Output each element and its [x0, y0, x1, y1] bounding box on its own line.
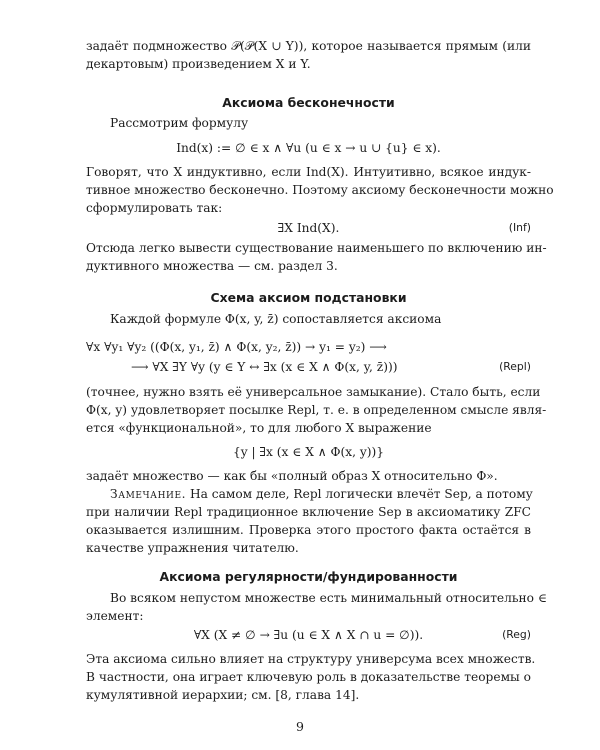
formula-ind: Ind(x) := ∅ ∈ x ∧ ∀u (u ∈ x → u ∪ {u} ∈ x).: [176, 141, 441, 155]
text-line: качестве упражнения читателю.: [86, 541, 299, 555]
text-line: кумулятивной иерархии; см. [8, глава 14].: [86, 688, 360, 702]
formula-repl-line1: ∀x ∀y₁ ∀y₂ ((Φ(x, y₁, z̄) ∧ Φ(x, y₂, z̄)) → y₁ = y₂) ⟶: [86, 340, 387, 354]
page-number: 9: [296, 719, 304, 734]
text-line: Φ(x, y) удовлетворяет посылке Repl, т. е. в определенном смысле явля-: [86, 403, 547, 417]
text-line: дуктивного множества — см. раздел 3.: [86, 259, 338, 273]
text-line: Говорят, что X индуктивно, если Ind(X). Интуитивно, всякое индук-: [86, 165, 531, 179]
text-line: В частности, она играет ключевую роль в доказательстве теоремы о: [86, 670, 531, 684]
axiom-reg: [86, 626, 531, 644]
text-line: задаёт множество — как бы «полный образ X относительно Φ».: [86, 469, 498, 483]
axiom-reg-formula: ∀X (X ≠ ∅ → ∃u (u ∈ X ∧ X ∩ u = ∅)).: [193, 628, 424, 642]
text-line: Во всяком непустом множестве есть минимальный относительно ∈: [110, 591, 547, 605]
remark-label: Замечание.: [110, 487, 187, 501]
formula-repl-line2-text: ⟶ ∀X ∃Y ∀y (y ∈ Y ↔ ∃x (x ∈ X ∧ Φ(x, y, z̄))): [131, 360, 398, 374]
formula-image-set: {y | ∃x (x ∈ X ∧ Φ(x, y))}: [232, 445, 385, 459]
text-line: ется «функциональной», то для любого X выражение: [86, 421, 432, 435]
axiom-reg-tag: (Reg): [502, 628, 531, 641]
text-line: (точнее, нужно взять её универсальное замыкание). Стало быть, если: [86, 385, 541, 399]
axiom-inf: [86, 219, 531, 237]
text-line: декартовым) произведением X и Y.: [86, 57, 311, 71]
text-line: Каждой формуле Φ(x, y, z̄) сопоставляется аксиома: [110, 312, 442, 326]
text-line: оказывается излишним. Проверка этого простого факта остаётся в: [86, 523, 531, 537]
text-line: задаёт подмножество 𝒫(𝒫(X ∪ Y)), которое называется прямым (или: [86, 39, 531, 53]
axiom-repl-tag: (Repl): [499, 360, 531, 373]
section-heading-replacement: Схема аксиом подстановки: [210, 290, 407, 305]
remark-text: На самом деле, Repl логически влечёт Sep, а потому: [189, 487, 533, 501]
remark-line: [110, 485, 531, 503]
axiom-inf-formula: ∃X Ind(X).: [277, 221, 340, 235]
text-line: Эта аксиома сильно влияет на структуру универсума всех множеств.: [86, 652, 536, 666]
text-line: Рассмотрим формулу: [110, 116, 249, 130]
text-line: элемент:: [86, 609, 144, 623]
text-line: Отсюда легко вывести существование наименьшего по включению ин-: [86, 241, 547, 255]
axiom-inf-tag: (Inf): [508, 221, 531, 234]
text-line: при наличии Repl традиционное включение Sep в аксиоматику ZFC: [86, 505, 531, 519]
section-heading-regularity: Аксиома регулярности/фундированности: [159, 569, 458, 584]
text-line: тивное множество бесконечно. Поэтому аксиому бесконечности можно: [86, 183, 554, 197]
text-line: сформулировать так:: [86, 201, 223, 215]
section-heading-infinity: Аксиома бесконечности: [222, 95, 395, 110]
